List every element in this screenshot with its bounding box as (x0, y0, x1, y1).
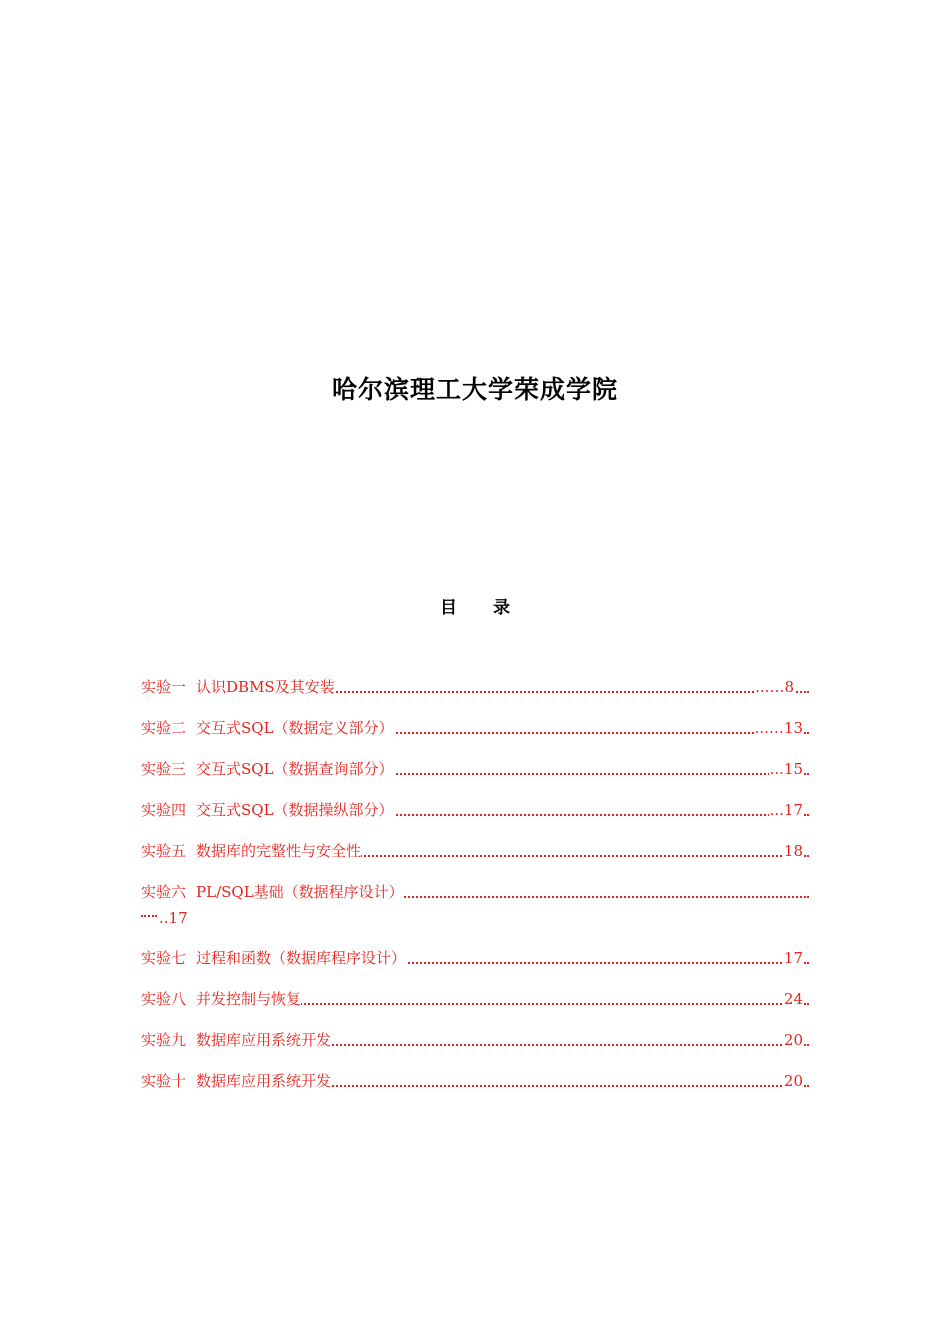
toc-entry-number: 实验二 (141, 719, 187, 737)
toc-entry-4[interactable] (141, 797, 809, 823)
toc-entry-title: 数据库应用系统开发 (196, 1031, 332, 1049)
toc-entry-title: 数据库应用系统开发 (196, 1072, 332, 1090)
toc-entry-8[interactable] (141, 986, 809, 1012)
toc-entry-title: 交互式SQL（数据定义部分） (196, 719, 394, 737)
toc-heading-left: 目 (440, 598, 457, 618)
toc-entry-title: PL/SQL基础（数据程序设计） (196, 883, 404, 901)
toc-entry-number: 实验一 (141, 678, 187, 696)
toc-entry-title: 数据库的完整性与安全性 (196, 842, 362, 860)
toc-entry-title: 并发控制与恢复 (196, 990, 302, 1008)
toc-entry-page: ...…8 (754, 674, 794, 700)
toc-entry-10[interactable] (141, 1068, 809, 1094)
toc-heading-right: 录 (493, 598, 510, 618)
toc-entry-3[interactable] (141, 756, 809, 782)
toc-entry-page: ...…13 (754, 715, 803, 741)
toc-entry-number: 实验七 (141, 949, 187, 967)
toc-entry-number: 实验三 (141, 760, 187, 778)
toc-heading (0, 593, 950, 618)
toc-entry-title: 过程和函数（数据库程序设计） (196, 949, 407, 967)
toc-entry-5[interactable] (141, 838, 809, 864)
toc-entry-number: 实验五 (141, 842, 187, 860)
toc-entry-6[interactable] (141, 879, 809, 931)
toc-entry-title: 交互式SQL（数据操纵部分） (196, 801, 394, 819)
toc-entry-title: 交互式SQL（数据查询部分） (196, 760, 394, 778)
toc-entry-page: 24 (783, 986, 803, 1012)
toc-entry-title: 认识DBMS及其安装 (196, 678, 335, 696)
page-title: 哈尔滨理工大学荣成学院 (331, 375, 618, 404)
toc-entry-number: 实验九 (141, 1031, 187, 1049)
table-of-contents (141, 674, 809, 1109)
toc-entry-page: 20 (783, 1068, 803, 1094)
toc-entry-number: 实验六 (141, 883, 187, 901)
toc-entry-page: ..17 (159, 909, 188, 927)
toc-entry-page: 20 (783, 1027, 803, 1053)
toc-entry-2[interactable] (141, 715, 809, 741)
toc-entry-number: 实验四 (141, 801, 187, 819)
toc-entry-page: ...15 (769, 756, 803, 782)
toc-entry-number: 实验八 (141, 990, 187, 1008)
toc-entry-9[interactable] (141, 1027, 809, 1053)
toc-entry-page: 18 (783, 838, 803, 864)
toc-entry-page: ...17 (769, 797, 803, 823)
toc-entry-page: 17 (783, 945, 803, 971)
toc-entry-7[interactable] (141, 945, 809, 971)
toc-entry-number: 实验十 (141, 1072, 187, 1090)
toc-leader (141, 915, 157, 917)
toc-entry-1[interactable] (141, 674, 809, 700)
